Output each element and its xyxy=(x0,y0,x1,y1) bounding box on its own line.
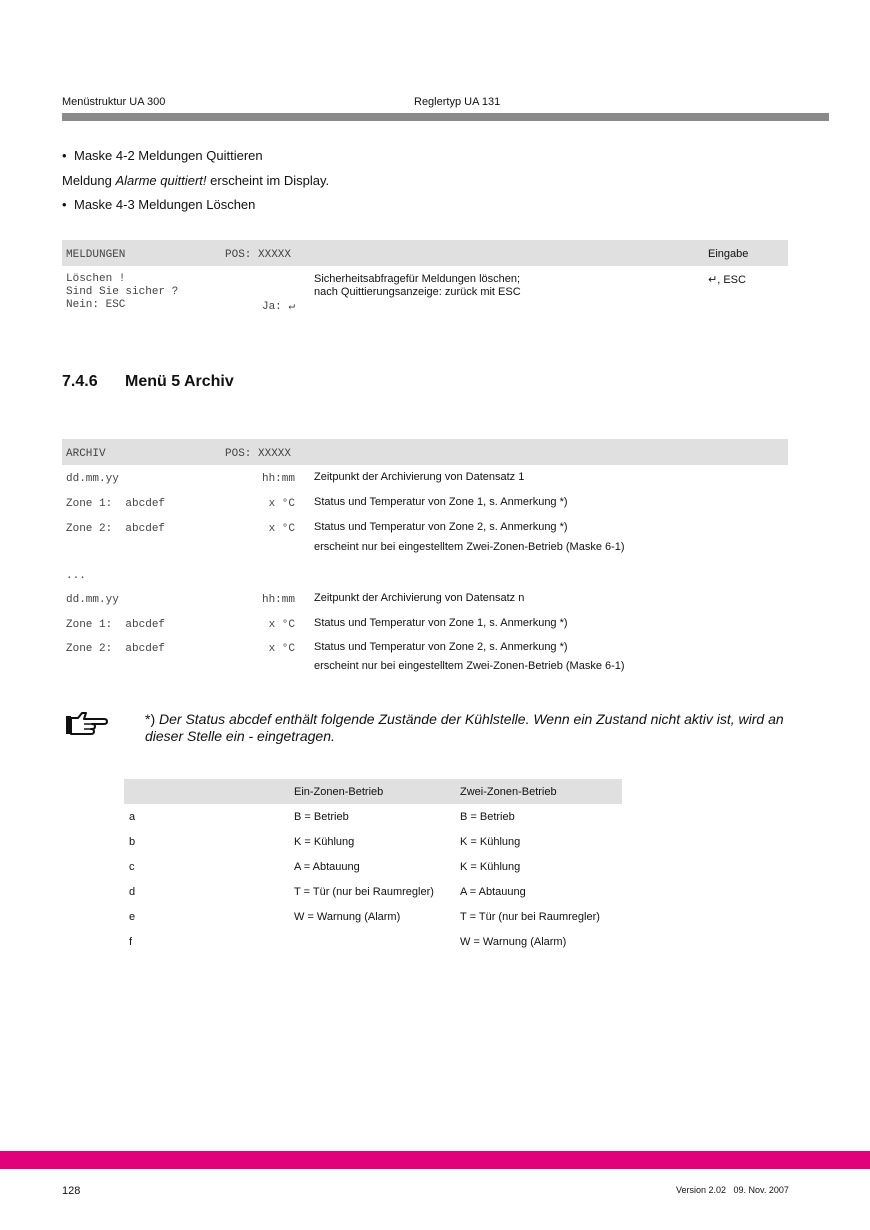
table1-head-eingabe: Eingabe xyxy=(708,248,749,260)
bullet-item-2 xyxy=(62,197,255,212)
row-desc: Zeitpunkt der Archivierung von Datensatz n xyxy=(314,592,525,604)
meldung-pre: Meldung xyxy=(62,173,116,188)
cell-zwei: A = Abtauung xyxy=(460,886,526,898)
row-left: Zone 1: abcdef xyxy=(66,498,166,510)
cell-ein: B = Betrieb xyxy=(294,811,349,823)
table3-head-zwei: Zwei-Zonen-Betrieb xyxy=(460,786,557,798)
cell-key: e xyxy=(129,911,136,923)
version-info: Version 2.02 09. Nov. 2007 xyxy=(676,1185,789,1195)
row-right: x °C xyxy=(268,498,295,510)
cell-zwei: K = Kühlung xyxy=(460,836,521,848)
cell-ein: K = Kühlung xyxy=(294,836,355,848)
cell-ein: T = Tür (nur bei Raumregler) xyxy=(294,886,434,898)
meldung-italic: Alarme quittiert! xyxy=(115,173,207,188)
row-right: hh:mm xyxy=(261,594,295,606)
table1-header-bar xyxy=(62,240,788,266)
bullet-symbol: • xyxy=(62,197,67,212)
row-desc: Status und Temperatur von Zone 1, s. Anmerkung *) xyxy=(314,496,568,508)
row-desc: Status und Temperatur von Zone 1, s. Anmerkung *) xyxy=(314,617,568,629)
section-title: Menü 5 Archiv xyxy=(125,373,234,390)
cell-key: a xyxy=(129,811,136,823)
table1-head-left: MELDUNGEN xyxy=(66,249,126,261)
page-number: 128 xyxy=(62,1185,81,1197)
cell-ein: W = Warnung (Alarm) xyxy=(294,911,401,923)
pointing-hand-icon xyxy=(64,710,108,738)
footer-accent-bar xyxy=(0,1151,870,1169)
section-number: 7.4.6 xyxy=(62,373,98,390)
table1-desc-2: nach Quittierungsanzeige: zurück mit ESC xyxy=(314,286,521,298)
cell-zwei: T = Tür (nur bei Raumregler) xyxy=(460,911,600,923)
row-desc: Status und Temperatur von Zone 2, s. Anmerkung *) xyxy=(314,641,568,653)
table1-desc-1: Sicherheitsabfragefür Meldungen löschen; xyxy=(314,273,521,285)
table2-header-bar xyxy=(62,439,788,465)
meldung-line xyxy=(62,173,329,188)
status-note xyxy=(145,711,785,745)
row-desc: Status und Temperatur von Zone 2, s. Anmerkung *) xyxy=(314,521,568,533)
display-line-2: Sind Sie sicher ? xyxy=(66,286,179,298)
row-left: dd.mm.yy xyxy=(66,594,119,606)
row-desc-2: erscheint nur bei eingestelltem Zwei-Zonen-Betrieb (Maske 6-1) xyxy=(314,541,625,553)
row-left: Zone 1: abcdef xyxy=(66,619,166,631)
bullet-text: Maske 4-3 Meldungen Löschen xyxy=(74,197,256,212)
bullet-symbol: • xyxy=(62,148,67,163)
meldung-post: erscheint im Display. xyxy=(206,173,330,188)
cell-key: d xyxy=(129,886,136,898)
display-ja: Ja: ↵ xyxy=(261,301,295,313)
row-right: x °C xyxy=(268,523,295,535)
display-line-3: Nein: ESC xyxy=(66,299,126,311)
row-desc-2: erscheint nur bei eingestelltem Zwei-Zonen-Betrieb (Maske 6-1) xyxy=(314,660,625,672)
table2-head-left: ARCHIV xyxy=(66,448,106,460)
header-rule xyxy=(62,113,829,121)
row-left: Zone 2: abcdef xyxy=(66,643,166,655)
row-desc: Zeitpunkt der Archivierung von Datensatz 1 xyxy=(314,471,525,483)
row-right: x °C xyxy=(268,643,295,655)
table2-head-pos: POS: XXXXX xyxy=(225,448,292,460)
row-right: x °C xyxy=(268,619,295,631)
cell-key: b xyxy=(129,836,136,848)
cell-key: c xyxy=(129,861,135,873)
table1-head-pos: POS: XXXXX xyxy=(225,249,292,261)
cell-ein: A = Abtauung xyxy=(294,861,360,873)
note-text: Der Status abcdef enthält folgende Zustände der Kühlstelle. Wenn ein Zustand nicht aktiv ist, wird an dieser Stelle ein - eingetragen. xyxy=(145,711,784,744)
row-left: ... xyxy=(66,570,86,582)
cell-zwei: K = Kühlung xyxy=(460,861,521,873)
row-left: Zone 2: abcdef xyxy=(66,523,166,535)
bullet-text: Maske 4-2 Meldungen Quittieren xyxy=(74,148,263,163)
cell-zwei: B = Betrieb xyxy=(460,811,515,823)
header-center: Reglertyp UA 131 xyxy=(414,96,501,108)
table1-eingabe: ↵, ESC xyxy=(708,274,746,286)
display-line-1: Löschen ! xyxy=(66,273,126,285)
cell-zwei: W = Warnung (Alarm) xyxy=(460,936,567,948)
note-prefix: *) xyxy=(145,711,159,727)
header-left: Menüstruktur UA 300 xyxy=(62,96,166,108)
row-right: hh:mm xyxy=(261,473,295,485)
cell-key: f xyxy=(129,936,133,948)
table3-head-ein: Ein-Zonen-Betrieb xyxy=(294,786,384,798)
row-left: dd.mm.yy xyxy=(66,473,119,485)
bullet-item-1 xyxy=(62,148,263,163)
